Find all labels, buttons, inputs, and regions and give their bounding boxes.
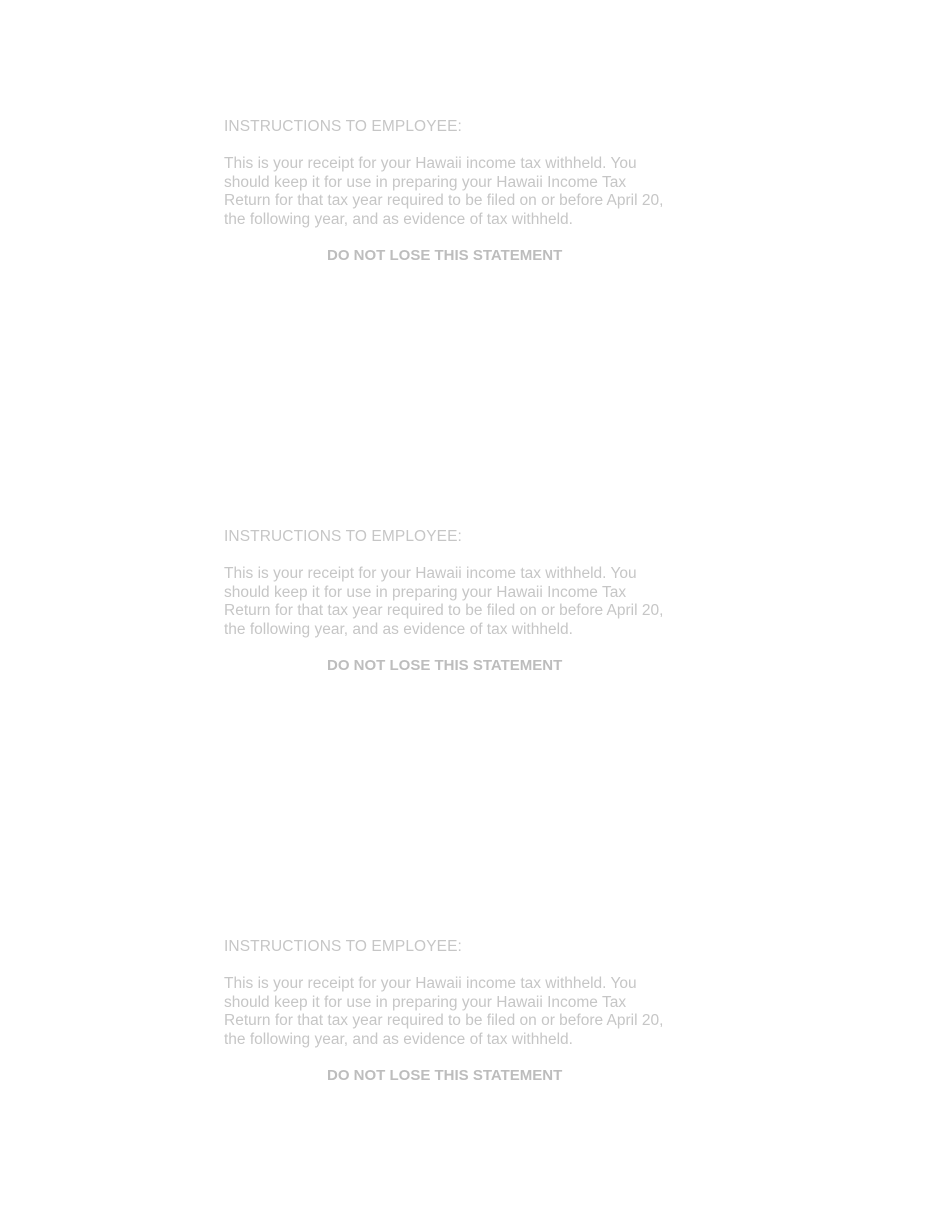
do-not-lose-warning: DO NOT LOSE THIS STATEMENT [327,1067,563,1085]
instructions-heading: INSTRUCTIONS TO EMPLOYEE: [224,938,462,955]
employee-instructions-block [224,528,684,675]
instructions-heading: INSTRUCTIONS TO EMPLOYEE: [224,528,462,545]
instructions-heading: INSTRUCTIONS TO EMPLOYEE: [224,118,462,135]
do-not-lose-warning: DO NOT LOSE THIS STATEMENT [327,247,563,265]
do-not-lose-warning: DO NOT LOSE THIS STATEMENT [327,657,563,675]
employee-instructions-block [224,118,684,265]
instructions-body: This is your receipt for your Hawaii income tax withheld. You should keep it for use in preparing your Hawaii Income Tax Return for that tax year required to be filed on or before April 20, the following year, and as evidence of tax withheld. [224,565,664,638]
employee-instructions-block [224,938,684,1085]
instructions-body: This is your receipt for your Hawaii income tax withheld. You should keep it for use in preparing your Hawaii Income Tax Return for that tax year required to be filed on or before April 20, the following year, and as evidence of tax withheld. [224,155,664,228]
instructions-body: This is your receipt for your Hawaii income tax withheld. You should keep it for use in preparing your Hawaii Income Tax Return for that tax year required to be filed on or before April 20, the following year, and as evidence of tax withheld. [224,975,664,1048]
